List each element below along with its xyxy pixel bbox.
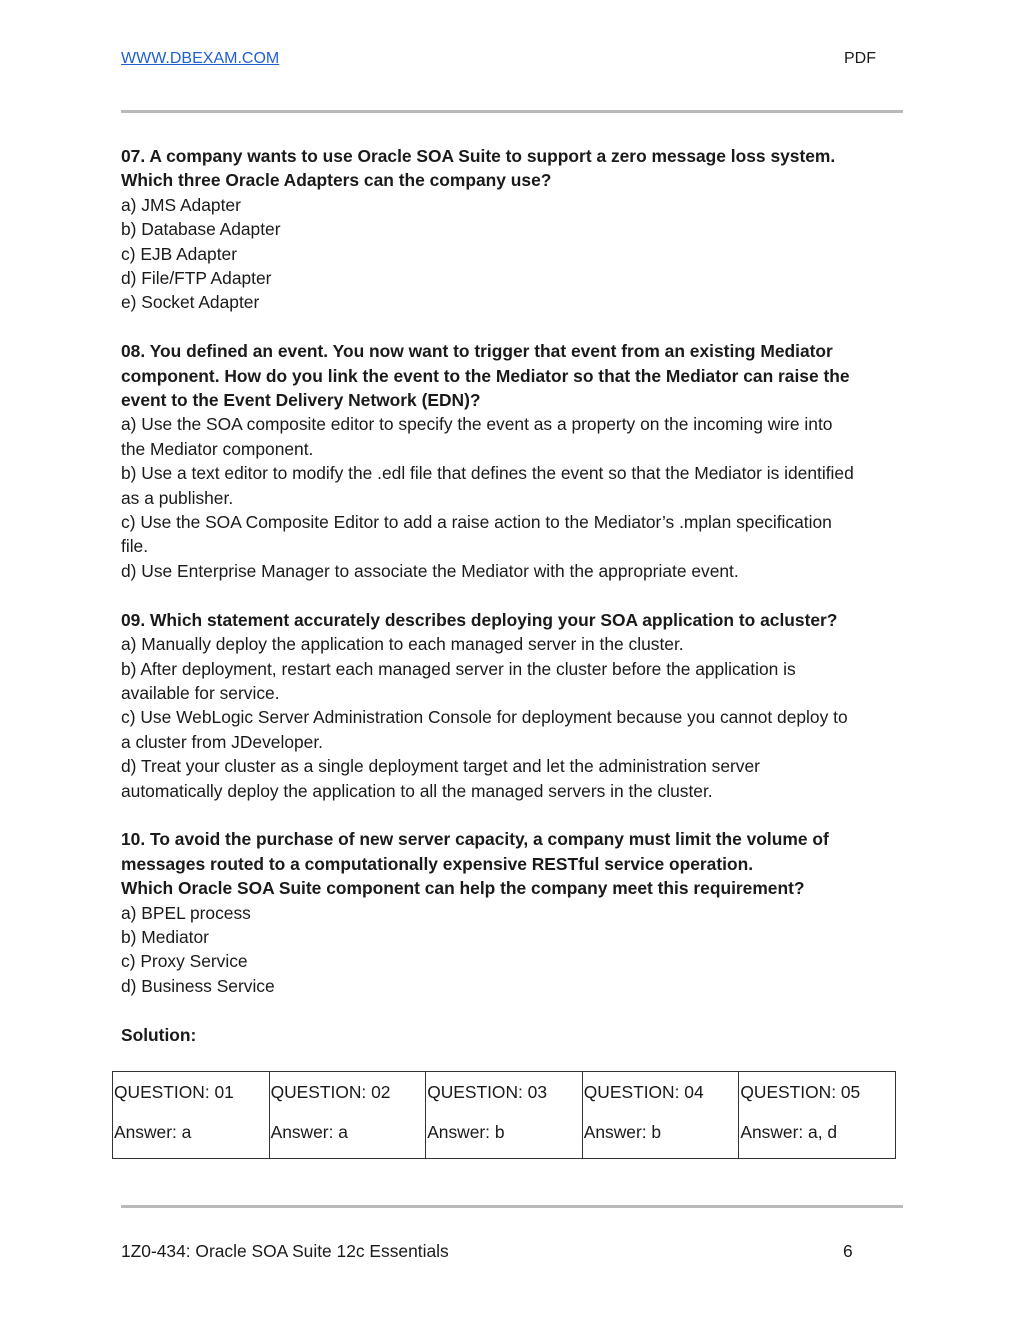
question-number: QUESTION: 02 xyxy=(270,1082,391,1102)
solution-cell xyxy=(739,1072,896,1159)
question-block xyxy=(121,144,903,315)
answer-value: Answer: a, d xyxy=(740,1122,838,1142)
answer-value: Answer: a xyxy=(114,1122,192,1142)
question-stem-line: 10. To avoid the purchase of new server capacity, a company must limit the volume of xyxy=(121,829,829,850)
answer-option: a) JMS Adapter xyxy=(121,194,241,215)
question-stem-line: Which three Oracle Adapters can the company use? xyxy=(121,170,552,191)
answer-option: d) Treat your cluster as a single deployment target and let the administration server xyxy=(121,756,760,777)
question-stem-line: 08. You defined an event. You now want to trigger that event from an existing Mediator xyxy=(121,341,833,362)
answer-value: Answer: b xyxy=(427,1122,505,1142)
answer-option: the Mediator component. xyxy=(121,438,314,459)
question-number: QUESTION: 03 xyxy=(427,1082,548,1102)
question-block xyxy=(121,339,903,583)
question-stem-line: component. How do you link the event to the Mediator so that the Mediator can raise the xyxy=(121,365,850,386)
footer-title: 1Z0-434: Oracle SOA Suite 12c Essentials xyxy=(121,1241,449,1261)
answer-option: c) Proxy Service xyxy=(121,951,248,972)
solution-cell xyxy=(113,1072,270,1159)
answer-option: b) Use a text editor to modify the .edl file that defines the event so that the Mediator is identified xyxy=(121,463,854,484)
question-number: QUESTION: 04 xyxy=(583,1082,704,1102)
question-stem-line: event to the Event Delivery Network (EDN)? xyxy=(121,390,481,411)
solution-cell xyxy=(269,1072,426,1159)
answer-option: b) Database Adapter xyxy=(121,219,281,240)
answer-option: d) Use Enterprise Manager to associate the Mediator with the appropriate event. xyxy=(121,560,739,581)
answer-option: e) Socket Adapter xyxy=(121,292,260,313)
question-stem-line: 09. Which statement accurately describes deploying your SOA application to acluster? xyxy=(121,609,838,630)
answer-option: b) After deployment, restart each managed server in the cluster before the application is xyxy=(121,658,796,679)
answer-option: d) File/FTP Adapter xyxy=(121,268,272,289)
answer-option: b) Mediator xyxy=(121,926,209,947)
answer-option: a) Use the SOA composite editor to specify the event as a property on the incoming wire into xyxy=(121,414,833,435)
question-stem-line: 07. A company wants to use Oracle SOA Suite to support a zero message loss system. xyxy=(121,146,836,166)
answer-option: a cluster from JDeveloper. xyxy=(121,731,324,752)
solution-cell xyxy=(426,1072,583,1159)
answer-option: c) Use WebLogic Server Administration Console for deployment because you cannot deploy to xyxy=(121,707,848,728)
header-divider xyxy=(121,110,903,113)
table-row xyxy=(113,1072,896,1159)
question-block xyxy=(121,608,903,803)
answer-option: d) Business Service xyxy=(121,975,275,996)
page-body xyxy=(121,144,903,1047)
site-link[interactable]: WWW.DBEXAM.COM xyxy=(121,50,280,67)
question-number: QUESTION: 05 xyxy=(740,1082,861,1102)
question-block xyxy=(121,827,903,998)
question-number: QUESTION: 01 xyxy=(114,1082,234,1102)
answer-option: a) BPEL process xyxy=(121,902,251,923)
footer-divider xyxy=(121,1205,903,1208)
solution-cell xyxy=(582,1072,739,1159)
answer-value: Answer: a xyxy=(270,1122,348,1142)
answer-option: a) Manually deploy the application to each managed server in the cluster. xyxy=(121,634,684,655)
answer-option: available for service. xyxy=(121,682,280,703)
answer-option: automatically deploy the application to all the managed servers in the cluster. xyxy=(121,780,713,801)
question-stem-line: messages routed to a computationally expensive RESTful service operation. xyxy=(121,853,754,874)
answer-value: Answer: b xyxy=(583,1122,662,1142)
solution-table xyxy=(112,1071,896,1159)
solution-heading: Solution: xyxy=(121,1024,197,1045)
page-number: 6 xyxy=(843,1241,853,1261)
header-format-label: PDF xyxy=(844,50,876,67)
answer-option: c) EJB Adapter xyxy=(121,243,237,264)
question-stem-line: Which Oracle SOA Suite component can help the company meet this requirement? xyxy=(121,878,805,899)
answer-option: file. xyxy=(121,536,149,557)
answer-option: c) Use the SOA Composite Editor to add a raise action to the Mediator’s .mplan specification xyxy=(121,512,832,533)
answer-option: as a publisher. xyxy=(121,487,234,508)
